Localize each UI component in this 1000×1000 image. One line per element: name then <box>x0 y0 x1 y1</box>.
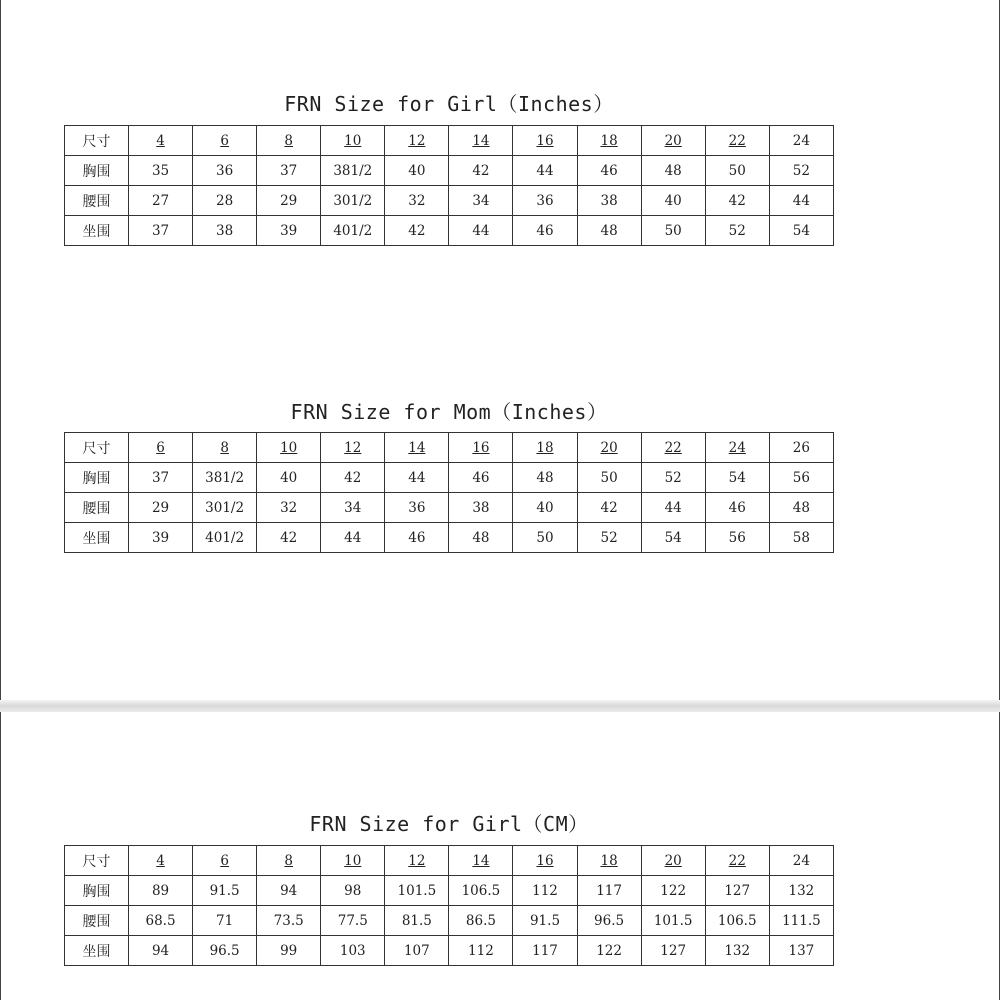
measurement-cell: 112 <box>449 936 513 966</box>
measurement-cell: 40 <box>257 463 321 493</box>
measurement-cell: 73.5 <box>257 906 321 936</box>
measurement-cell: 127 <box>705 876 769 906</box>
measurement-row <box>65 523 834 553</box>
measurement-cell: 56 <box>705 523 769 553</box>
measurement-cell: 58 <box>769 523 833 553</box>
measurement-cell: 37 <box>257 156 321 186</box>
measurement-label: 坐围 <box>65 216 129 246</box>
size-header-cell: 16 <box>513 846 577 876</box>
measurement-cell: 44 <box>385 463 449 493</box>
size-header-cell: 14 <box>449 846 513 876</box>
measurement-cell: 94 <box>257 876 321 906</box>
table-title: FRN Size for Girl（CM） <box>309 812 589 836</box>
measurement-row <box>65 906 834 936</box>
measurement-cell: 29 <box>257 186 321 216</box>
measurement-cell: 137 <box>769 936 833 966</box>
measurement-cell: 106.5 <box>705 906 769 936</box>
measurement-cell: 52 <box>577 523 641 553</box>
measurement-cell: 50 <box>577 463 641 493</box>
measurement-label: 胸围 <box>65 876 129 906</box>
measurement-cell: 68.5 <box>129 906 193 936</box>
header-row <box>65 126 834 156</box>
size-header-cell: 4 <box>129 846 193 876</box>
measurement-cell: 44 <box>321 523 385 553</box>
table-title: FRN Size for Girl（Inches） <box>284 92 614 116</box>
measurement-cell: 107 <box>385 936 449 966</box>
measurement-cell: 29 <box>129 493 193 523</box>
measurement-label: 胸围 <box>65 156 129 186</box>
measurement-cell: 42 <box>449 156 513 186</box>
size-header-cell: 8 <box>257 846 321 876</box>
measurement-cell: 42 <box>577 493 641 523</box>
measurement-cell: 77.5 <box>321 906 385 936</box>
measurement-cell: 381/2 <box>193 463 257 493</box>
measurement-cell: 46 <box>577 156 641 186</box>
measurement-cell: 36 <box>193 156 257 186</box>
measurement-cell: 122 <box>641 876 705 906</box>
measurement-cell: 301/2 <box>193 493 257 523</box>
measurement-cell: 39 <box>257 216 321 246</box>
size-header-cell: 4 <box>129 126 193 156</box>
header-label: 尺寸 <box>65 846 129 876</box>
measurement-cell: 54 <box>769 216 833 246</box>
measurement-cell: 112 <box>513 876 577 906</box>
size-header-cell: 22 <box>705 126 769 156</box>
measurement-row <box>65 936 834 966</box>
measurement-cell: 28 <box>193 186 257 216</box>
measurement-cell: 54 <box>705 463 769 493</box>
measurement-cell: 27 <box>129 186 193 216</box>
size-header-cell: 20 <box>577 433 641 463</box>
size-header-cell: 20 <box>641 126 705 156</box>
measurement-cell: 36 <box>513 186 577 216</box>
measurement-row <box>65 156 834 186</box>
header-label: 尺寸 <box>65 126 129 156</box>
size-table-girl-cm <box>64 845 834 966</box>
size-header-cell: 12 <box>385 846 449 876</box>
measurement-cell: 39 <box>129 523 193 553</box>
measurement-row <box>65 216 834 246</box>
measurement-cell: 40 <box>513 493 577 523</box>
measurement-cell: 44 <box>513 156 577 186</box>
measurement-cell: 89 <box>129 876 193 906</box>
measurement-cell: 127 <box>641 936 705 966</box>
measurement-cell: 42 <box>385 216 449 246</box>
size-header-cell: 10 <box>257 433 321 463</box>
measurement-cell: 101.5 <box>385 876 449 906</box>
measurement-cell: 122 <box>577 936 641 966</box>
measurement-cell: 117 <box>513 936 577 966</box>
measurement-cell: 91.5 <box>513 906 577 936</box>
size-header-cell: 18 <box>513 433 577 463</box>
measurement-cell: 46 <box>449 463 513 493</box>
measurement-cell: 35 <box>129 156 193 186</box>
measurement-cell: 48 <box>449 523 513 553</box>
measurement-cell: 401/2 <box>193 523 257 553</box>
size-header-cell: 24 <box>769 126 833 156</box>
measurement-cell: 81.5 <box>385 906 449 936</box>
measurement-cell: 48 <box>577 216 641 246</box>
measurement-cell: 38 <box>193 216 257 246</box>
measurement-cell: 50 <box>705 156 769 186</box>
size-header-cell: 14 <box>449 126 513 156</box>
size-header-cell: 18 <box>577 126 641 156</box>
header-row <box>65 846 834 876</box>
measurement-cell: 48 <box>513 463 577 493</box>
measurement-cell: 37 <box>129 216 193 246</box>
size-header-cell: 16 <box>449 433 513 463</box>
size-header-cell: 22 <box>641 433 705 463</box>
size-header-cell: 6 <box>193 126 257 156</box>
measurement-cell: 301/2 <box>321 186 385 216</box>
measurement-cell: 50 <box>513 523 577 553</box>
measurement-cell: 32 <box>257 493 321 523</box>
measurement-cell: 34 <box>321 493 385 523</box>
measurement-cell: 401/2 <box>321 216 385 246</box>
measurement-label: 腰围 <box>65 906 129 936</box>
measurement-cell: 101.5 <box>641 906 705 936</box>
measurement-cell: 44 <box>769 186 833 216</box>
measurement-cell: 42 <box>321 463 385 493</box>
measurement-cell: 34 <box>449 186 513 216</box>
header-label: 尺寸 <box>65 433 129 463</box>
size-header-cell: 6 <box>129 433 193 463</box>
measurement-cell: 91.5 <box>193 876 257 906</box>
measurement-row <box>65 186 834 216</box>
measurement-cell: 86.5 <box>449 906 513 936</box>
table-title: FRN Size for Mom（Inches） <box>290 400 608 424</box>
measurement-cell: 46 <box>385 523 449 553</box>
measurement-cell: 132 <box>705 936 769 966</box>
measurement-cell: 52 <box>641 463 705 493</box>
measurement-cell: 48 <box>769 493 833 523</box>
measurement-cell: 117 <box>577 876 641 906</box>
measurement-cell: 36 <box>385 493 449 523</box>
size-header-cell: 8 <box>257 126 321 156</box>
measurement-cell: 42 <box>705 186 769 216</box>
size-table-girl-inches <box>64 125 834 246</box>
size-header-cell: 8 <box>193 433 257 463</box>
size-header-cell: 10 <box>321 846 385 876</box>
measurement-row <box>65 876 834 906</box>
size-header-cell: 22 <box>705 846 769 876</box>
measurement-cell: 52 <box>705 216 769 246</box>
measurement-cell: 46 <box>705 493 769 523</box>
measurement-cell: 132 <box>769 876 833 906</box>
measurement-cell: 96.5 <box>577 906 641 936</box>
measurement-cell: 99 <box>257 936 321 966</box>
measurement-cell: 44 <box>641 493 705 523</box>
size-header-cell: 18 <box>577 846 641 876</box>
measurement-cell: 50 <box>641 216 705 246</box>
measurement-label: 坐围 <box>65 936 129 966</box>
measurement-cell: 42 <box>257 523 321 553</box>
header-row <box>65 433 834 463</box>
measurement-cell: 106.5 <box>449 876 513 906</box>
measurement-cell: 44 <box>449 216 513 246</box>
size-header-cell: 24 <box>769 846 833 876</box>
size-header-cell: 26 <box>769 433 833 463</box>
measurement-cell: 54 <box>641 523 705 553</box>
measurement-cell: 46 <box>513 216 577 246</box>
measurement-cell: 94 <box>129 936 193 966</box>
measurement-cell: 40 <box>385 156 449 186</box>
measurement-cell: 71 <box>193 906 257 936</box>
measurement-cell: 38 <box>449 493 513 523</box>
measurement-cell: 98 <box>321 876 385 906</box>
size-header-cell: 10 <box>321 126 385 156</box>
measurement-cell: 32 <box>385 186 449 216</box>
size-header-cell: 12 <box>385 126 449 156</box>
size-header-cell: 6 <box>193 846 257 876</box>
measurement-cell: 48 <box>641 156 705 186</box>
measurement-cell: 111.5 <box>769 906 833 936</box>
measurement-cell: 56 <box>769 463 833 493</box>
measurement-cell: 103 <box>321 936 385 966</box>
page-separator <box>0 700 1000 712</box>
size-header-cell: 12 <box>321 433 385 463</box>
measurement-row <box>65 463 834 493</box>
measurement-cell: 38 <box>577 186 641 216</box>
measurement-label: 腰围 <box>65 493 129 523</box>
size-header-cell: 24 <box>705 433 769 463</box>
measurement-row <box>65 493 834 523</box>
size-header-cell: 14 <box>385 433 449 463</box>
size-header-cell: 16 <box>513 126 577 156</box>
size-header-cell: 20 <box>641 846 705 876</box>
measurement-cell: 381/2 <box>321 156 385 186</box>
measurement-cell: 37 <box>129 463 193 493</box>
measurement-label: 坐围 <box>65 523 129 553</box>
measurement-cell: 52 <box>769 156 833 186</box>
measurement-label: 胸围 <box>65 463 129 493</box>
measurement-cell: 40 <box>641 186 705 216</box>
size-table-mom-inches <box>64 432 834 553</box>
measurement-label: 腰围 <box>65 186 129 216</box>
measurement-cell: 96.5 <box>193 936 257 966</box>
